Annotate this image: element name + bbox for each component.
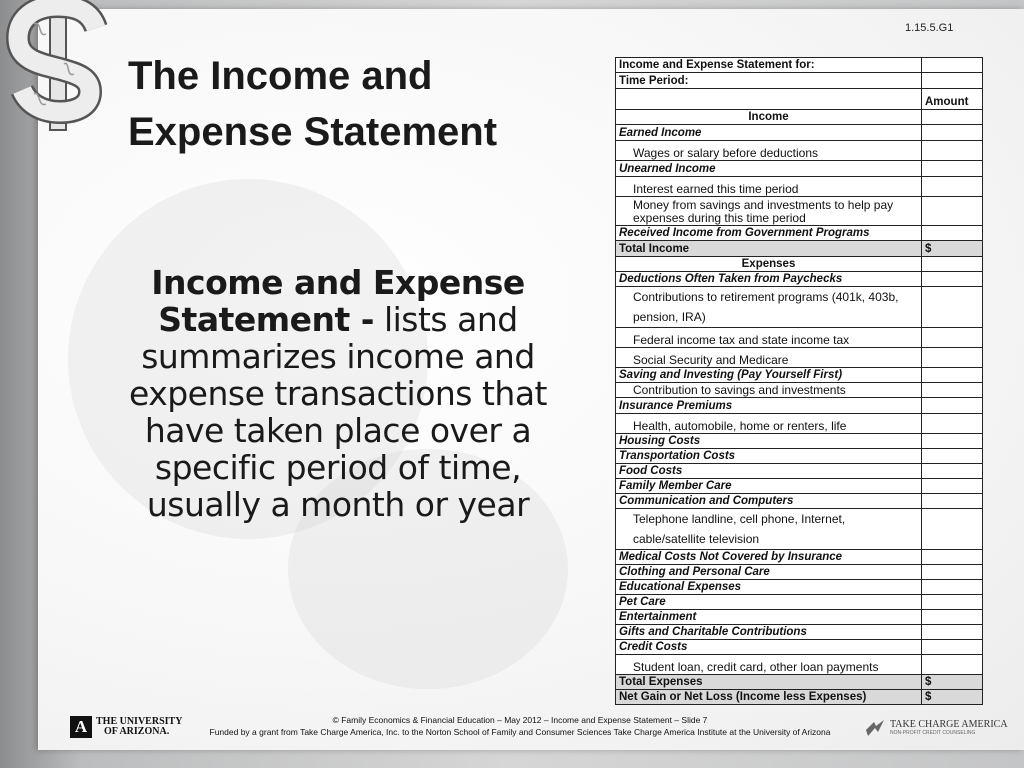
amount-cell — [922, 368, 983, 383]
ua-line-1: THE UNIVERSITY — [96, 716, 183, 727]
title-line-2: Expense Statement — [128, 110, 498, 154]
footer-line-1: © Family Economics & Financial Education – May 2012 – Income and Expense Statement – Slide 7 — [332, 715, 708, 725]
amount-cell — [922, 110, 983, 125]
amount-cell — [922, 141, 983, 161]
family-label: Family Member Care — [616, 479, 922, 494]
educational-label: Educational Expenses — [616, 580, 922, 595]
amount-cell — [922, 494, 983, 509]
social-security-label: Social Security and Medicare — [616, 348, 922, 368]
dollar-sign-puzzle-icon — [4, 0, 114, 134]
table-row — [616, 177, 983, 197]
table-row — [616, 73, 983, 89]
table-row — [616, 414, 983, 434]
amount-cell — [922, 565, 983, 580]
table-row — [616, 348, 983, 368]
tax-label: Federal income tax and state income tax — [616, 328, 922, 348]
table-row — [616, 565, 983, 580]
credit-label: Credit Costs — [616, 640, 922, 655]
loans-label: Student loan, credit card, other loan payments — [616, 655, 922, 675]
page-title — [128, 48, 568, 160]
table-row — [616, 434, 983, 449]
contribution-savings-label: Contribution to savings and investments — [616, 383, 922, 398]
housing-label: Housing Costs — [616, 434, 922, 449]
table-row — [616, 610, 983, 625]
table-row — [616, 509, 983, 550]
amount-cell — [922, 177, 983, 197]
table-row — [616, 197, 983, 226]
table-row — [616, 328, 983, 348]
total-income-label: Total Income — [616, 241, 922, 257]
table-row — [616, 110, 983, 125]
footer — [160, 714, 880, 738]
definition-body: lists and summarizes income and expense transactions that have taken place over a specific period of time, usually a month or year — [128, 300, 547, 524]
income-header: Income — [616, 110, 922, 125]
amount-cell — [922, 348, 983, 368]
amount-cell — [922, 287, 983, 328]
title-line-1: The Income and — [128, 54, 433, 98]
table-row — [616, 398, 983, 414]
amount-cell — [922, 161, 983, 177]
pet-label: Pet Care — [616, 595, 922, 610]
deductions-label: Deductions Often Taken from Paychecks — [616, 272, 922, 287]
expenses-header: Expenses — [616, 257, 922, 272]
table-row — [616, 580, 983, 595]
table-row — [616, 595, 983, 610]
amount-cell — [922, 479, 983, 494]
insurance-label: Insurance Premiums — [616, 398, 922, 414]
table-row — [616, 449, 983, 464]
insurance-items-label: Health, automobile, home or renters, life — [616, 414, 922, 434]
table-row — [616, 125, 983, 141]
amount-cell — [922, 655, 983, 675]
amount-cell — [922, 640, 983, 655]
transportation-label: Transportation Costs — [616, 449, 922, 464]
table-row — [616, 272, 983, 287]
table-row — [616, 241, 983, 257]
table-row — [616, 464, 983, 479]
net-gain-label: Net Gain or Net Loss (Income less Expenses) — [616, 690, 922, 705]
amount-header: Amount — [922, 89, 983, 110]
ua-mark-icon: A — [70, 716, 92, 738]
take-charge-america-icon — [864, 718, 886, 738]
table-row — [616, 479, 983, 494]
amount-cell — [922, 58, 983, 73]
table-row — [616, 655, 983, 675]
table-row — [616, 690, 983, 705]
amount-cell — [922, 595, 983, 610]
amount-cell — [922, 328, 983, 348]
savings-money-label: Money from savings and investments to help pay expenses during this time period — [616, 197, 922, 226]
clothing-label: Clothing and Personal Care — [616, 565, 922, 580]
amount-cell — [922, 464, 983, 479]
footer-line-2: Funded by a grant from Take Charge America, Inc. to the Norton School of Family and Consumer Sciences Take Charge America Institute at the University of Arizona — [209, 727, 831, 737]
unearned-income-label: Unearned Income — [616, 161, 922, 177]
saving-investing-label: Saving and Investing (Pay Yourself First) — [616, 368, 922, 383]
statement-for-label: Income and Expense Statement for: — [616, 58, 922, 73]
tca-tagline: NON-PROFIT CREDIT COUNSELING — [890, 730, 976, 736]
amount-cell — [922, 197, 983, 226]
entertainment-label: Entertainment — [616, 610, 922, 625]
telephone-label: Telephone landline, cell phone, Internet, cable/satellite television — [616, 509, 922, 550]
definition-term: Income and Expense Statement - — [151, 263, 525, 339]
amount-cell — [922, 125, 983, 141]
table-row — [616, 550, 983, 565]
table-row — [616, 675, 983, 690]
amount-cell — [922, 73, 983, 89]
table-row — [616, 89, 983, 110]
total-expenses-label: Total Expenses — [616, 675, 922, 690]
amount-cell — [922, 580, 983, 595]
amount-cell — [922, 272, 983, 287]
blank-cell — [616, 89, 922, 110]
amount-cell — [922, 398, 983, 414]
amount-cell — [922, 550, 983, 565]
amount-cell — [922, 414, 983, 434]
table-row — [616, 141, 983, 161]
food-label: Food Costs — [616, 464, 922, 479]
government-income-label: Received Income from Government Programs — [616, 226, 922, 241]
gifts-label: Gifts and Charitable Contributions — [616, 625, 922, 640]
time-period-label: Time Period: — [616, 73, 922, 89]
table-row — [616, 226, 983, 241]
table-row — [616, 58, 983, 73]
amount-cell — [922, 509, 983, 550]
amount-cell — [922, 449, 983, 464]
amount-cell — [922, 625, 983, 640]
ua-line-2: OF ARIZONA. — [104, 726, 170, 737]
amount-cell — [922, 383, 983, 398]
amount-cell — [922, 257, 983, 272]
table-row — [616, 368, 983, 383]
interest-label: Interest earned this time period — [616, 177, 922, 197]
slide-number: 1.15.5.G1 — [905, 22, 954, 34]
total-income-amount: $ — [922, 241, 983, 257]
tca-name: TAKE CHARGE AMERICA — [890, 719, 1008, 730]
table-row — [616, 161, 983, 177]
amount-cell — [922, 434, 983, 449]
table-row — [616, 257, 983, 272]
wages-label: Wages or salary before deductions — [616, 141, 922, 161]
table-row — [616, 640, 983, 655]
table-row — [616, 287, 983, 328]
income-expense-statement-table — [615, 57, 983, 705]
table-row — [616, 383, 983, 398]
amount-cell — [922, 610, 983, 625]
net-gain-amount: $ — [922, 690, 983, 705]
table-row — [616, 625, 983, 640]
take-charge-america-logo — [864, 718, 1008, 738]
amount-cell — [922, 226, 983, 241]
total-expenses-amount: $ — [922, 675, 983, 690]
retirement-label: Contributions to retirement programs (401k, 403b, pension, IRA) — [616, 287, 922, 328]
earned-income-label: Earned Income — [616, 125, 922, 141]
definition-text — [108, 264, 568, 523]
medical-label: Medical Costs Not Covered by Insurance — [616, 550, 922, 565]
communication-label: Communication and Computers — [616, 494, 922, 509]
table-row — [616, 494, 983, 509]
